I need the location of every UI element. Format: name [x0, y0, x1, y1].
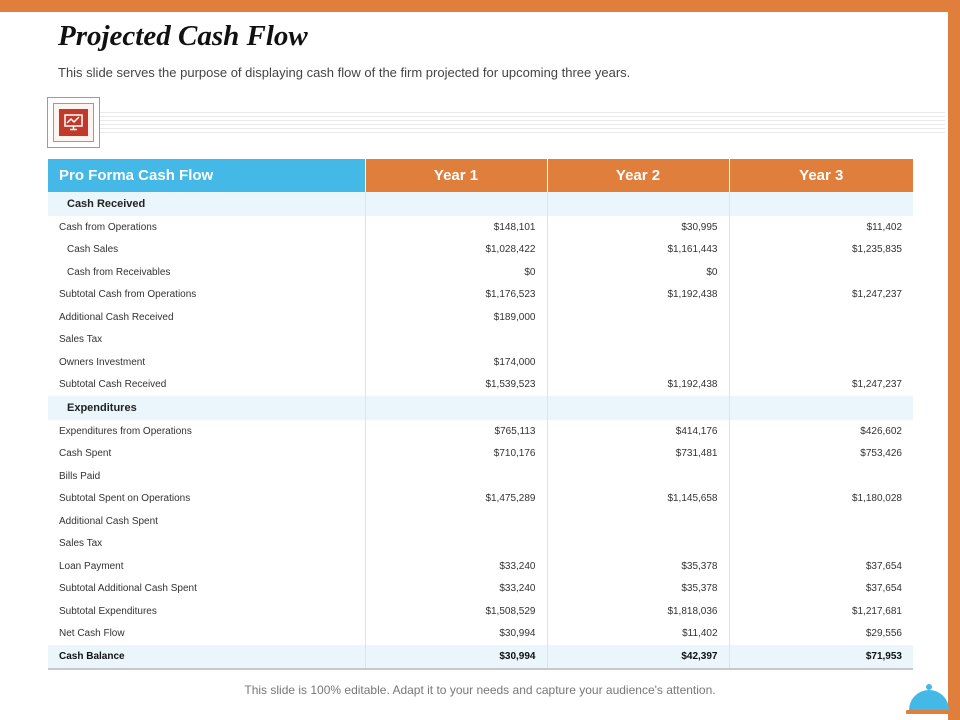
year-2-value: $731,481 — [547, 443, 729, 466]
year-1-value: $1,539,523 — [365, 374, 547, 397]
year-3-value — [729, 465, 913, 488]
header-year-3: Year 3 — [729, 159, 913, 192]
row-label: Subtotal Cash from Operations — [48, 284, 365, 307]
year-2-value: $35,378 — [547, 555, 729, 578]
icon-frame — [47, 97, 100, 148]
row-label: Additional Cash Received — [48, 306, 365, 329]
year-3-value: $1,235,835 — [851, 244, 902, 256]
table-row — [48, 488, 913, 511]
row-label: Subtotal Additional Cash Spent — [48, 578, 365, 601]
year-1-value: $30,994 — [365, 623, 547, 646]
table-row — [48, 443, 913, 466]
year-2-value: $414,176 — [547, 420, 729, 443]
row-label: Cash Received — [48, 192, 365, 216]
year-2-value: $1,161,443 — [547, 239, 729, 262]
year-2-value: $30,995 — [547, 216, 729, 239]
cash-flow-table — [48, 159, 913, 670]
header-year-2: Year 2 — [547, 159, 729, 192]
chart-trend-icon — [59, 109, 88, 136]
row-label: Subtotal Cash Received — [48, 374, 365, 397]
year-3-value: $1,247,237 — [851, 289, 902, 301]
year-2-value: $42,397 — [547, 645, 729, 669]
service-bell-icon — [906, 680, 952, 716]
table-row — [48, 623, 913, 646]
row-label: Owners Investment — [48, 351, 365, 374]
year-1-value: $148,101 — [365, 216, 547, 239]
row-label: Cash Balance — [48, 645, 365, 669]
year-1-value: $33,240 — [365, 555, 547, 578]
table-header-row — [48, 159, 913, 192]
year-3-value: $71,953 — [729, 645, 913, 669]
year-2-value: $1,818,036 — [547, 600, 729, 623]
table-row — [48, 420, 913, 443]
year-1-value — [365, 533, 547, 556]
year-3-value: $1,217,681 — [851, 605, 902, 617]
year-1-value: $765,113 — [365, 420, 547, 443]
row-label: Subtotal Spent on Operations — [48, 488, 365, 511]
table-row — [48, 465, 913, 488]
year-2-value — [547, 329, 729, 352]
year-1-value: $710,176 — [365, 443, 547, 466]
year-2-value: $1,145,658 — [547, 488, 729, 511]
year-1-value: $174,000 — [365, 351, 547, 374]
year-3-value — [729, 351, 913, 374]
page-subtitle: This slide serves the purpose of displaying cash flow of the firm projected for upcoming three years. — [58, 65, 631, 80]
row-label: Cash from Receivables — [48, 261, 365, 284]
row-label: Cash Sales — [48, 239, 365, 262]
year-2-value — [547, 306, 729, 329]
year-2-value: $0 — [547, 261, 729, 284]
table-row — [48, 600, 913, 623]
footer-note: This slide is 100% editable. Adapt it to your needs and capture your audience's attention. — [244, 683, 716, 697]
row-label: Cash Spent — [48, 443, 365, 466]
year-3-value: $11,402 — [866, 221, 902, 233]
year-3-value: $753,426 — [860, 448, 902, 460]
table-row — [48, 533, 913, 556]
table-row — [48, 351, 913, 374]
top-accent-bar — [0, 0, 960, 12]
year-2-value — [547, 510, 729, 533]
table-row-total — [48, 645, 913, 669]
row-label: Sales Tax — [48, 533, 365, 556]
table-row — [48, 510, 913, 533]
year-3-value: $1,247,237 — [851, 379, 902, 391]
row-label: Additional Cash Spent — [48, 510, 365, 533]
year-1-value: $30,994 — [365, 645, 547, 669]
row-label: Cash from Operations — [48, 216, 365, 239]
table-row — [48, 555, 913, 578]
year-1-value — [365, 396, 547, 420]
row-label: Sales Tax — [48, 329, 365, 352]
row-label: Subtotal Expenditures — [48, 600, 365, 623]
year-1-value: $1,176,523 — [365, 284, 547, 307]
table-row — [48, 239, 913, 262]
year-1-value: $0 — [365, 261, 547, 284]
year-3-value: $1,180,028 — [851, 493, 902, 505]
year-2-value: $35,378 — [547, 578, 729, 601]
year-1-value — [365, 510, 547, 533]
table-row — [48, 306, 913, 329]
year-3-value — [729, 396, 913, 420]
year-3-value — [729, 192, 913, 216]
year-1-value — [365, 192, 547, 216]
table-row — [48, 329, 913, 352]
year-3-value — [729, 329, 913, 352]
year-1-value — [365, 465, 547, 488]
year-2-value — [547, 465, 729, 488]
year-2-value — [547, 396, 729, 420]
year-2-value — [547, 351, 729, 374]
row-label: Expenditures — [48, 396, 365, 420]
header-year-1: Year 1 — [365, 159, 547, 192]
year-1-value — [365, 329, 547, 352]
year-2-value — [547, 533, 729, 556]
year-2-value — [547, 192, 729, 216]
year-3-value — [729, 261, 913, 284]
right-accent-bar — [948, 0, 960, 720]
year-2-value: $1,192,438 — [547, 374, 729, 397]
page-title: Projected Cash Flow — [58, 20, 308, 52]
year-1-value: $1,475,289 — [365, 488, 547, 511]
table-row — [48, 374, 913, 397]
table-row — [48, 396, 913, 420]
year-3-value — [729, 306, 913, 329]
row-label: Loan Payment — [48, 555, 365, 578]
year-2-value: $11,402 — [547, 623, 729, 646]
year-3-value: $426,602 — [860, 425, 902, 437]
table-row — [48, 261, 913, 284]
table-row — [48, 216, 913, 239]
year-1-value: $1,508,529 — [365, 600, 547, 623]
year-3-value: $37,654 — [865, 583, 902, 595]
year-3-value — [729, 510, 913, 533]
year-1-value: $33,240 — [365, 578, 547, 601]
table-row — [48, 578, 913, 601]
year-1-value: $189,000 — [365, 306, 547, 329]
year-1-value: $1,028,422 — [365, 239, 547, 262]
year-3-value: $29,556 — [865, 628, 902, 640]
header-pro-forma: Pro Forma Cash Flow — [48, 159, 365, 192]
decorative-stripes — [100, 112, 945, 134]
row-label: Net Cash Flow — [48, 623, 365, 646]
row-label: Expenditures from Operations — [48, 420, 365, 443]
icon-frame-inner — [53, 103, 94, 142]
year-2-value: $1,192,438 — [547, 284, 729, 307]
table-row — [48, 192, 913, 216]
year-3-value — [729, 533, 913, 556]
table-row — [48, 284, 913, 307]
row-label: Bills Paid — [48, 465, 365, 488]
year-3-value: $37,654 — [865, 560, 902, 572]
